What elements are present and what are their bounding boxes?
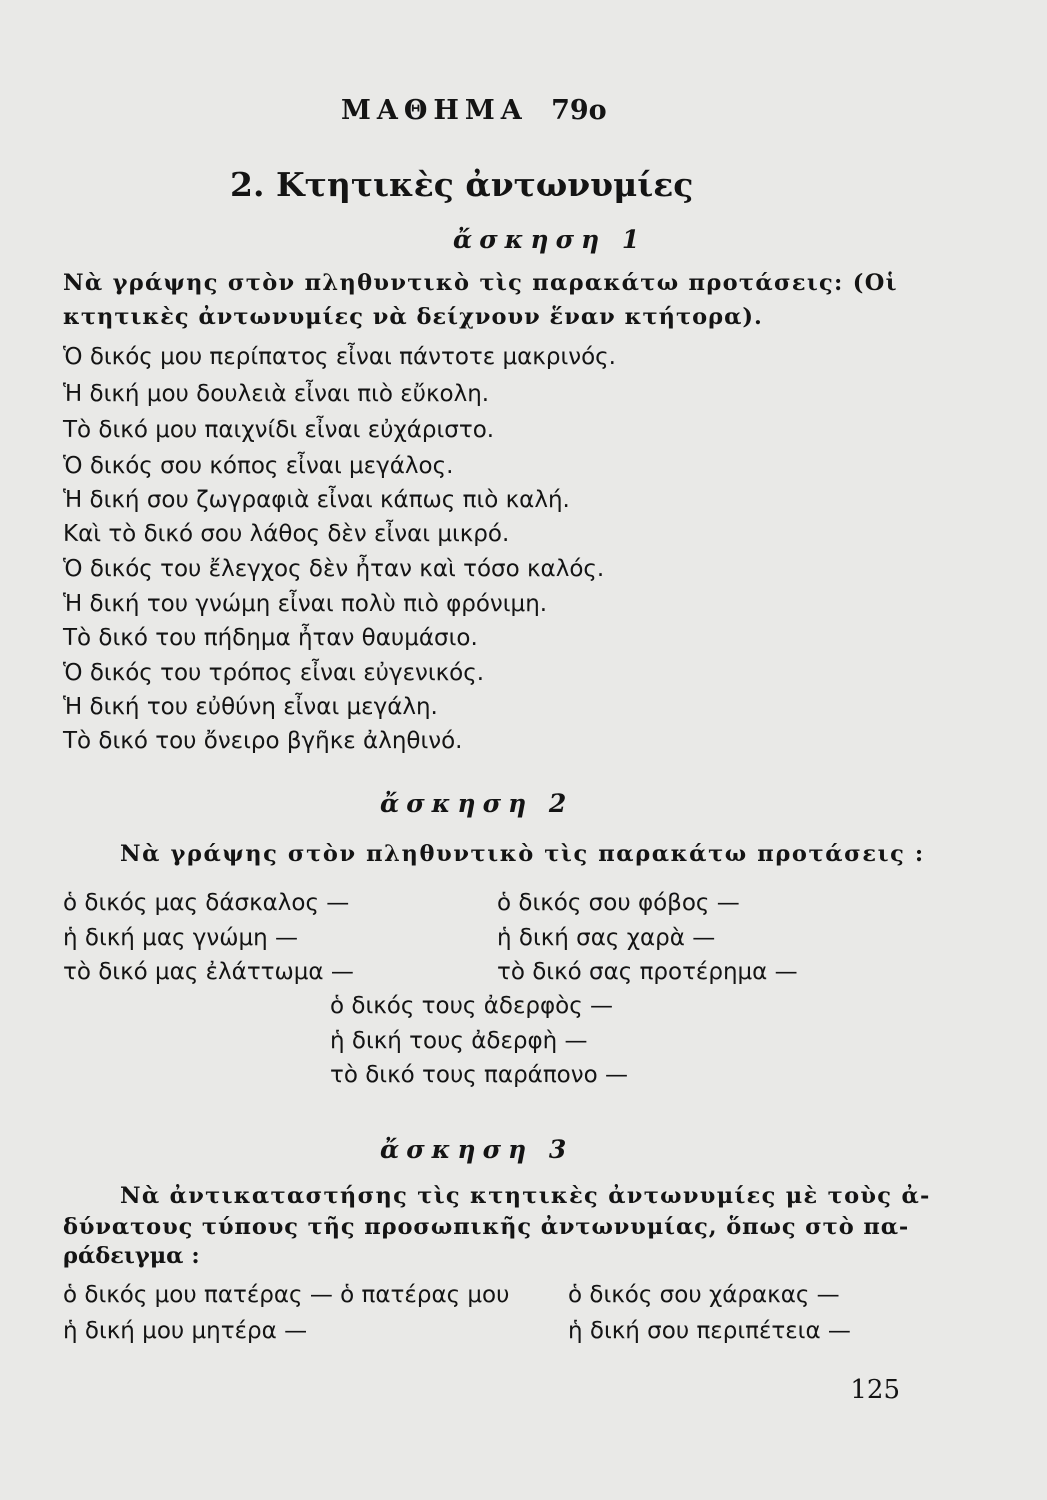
- exercise2-center-item: τὸ δικό τους παράπονο —: [330, 1062, 628, 1088]
- exercise1-sentence: Ὁ δικός του τρόπος εἶναι εὐγενικός.: [63, 660, 485, 686]
- lesson-title: [341, 95, 607, 126]
- exercise2-instruction: Νὰ γράψης στὸν πληθυντικὸ τὶς παρακάτω προτάσεις :: [120, 841, 925, 867]
- exercise1-sentence: Τὸ δικό μου παιχνίδι εἶναι εὐχάριστο.: [63, 417, 495, 443]
- exercise2-left-item: ἡ δική μας γνώμη —: [63, 925, 299, 951]
- page-number: 125: [850, 1375, 900, 1405]
- exercise2-right-item: τὸ δικό σας προτέρημα —: [497, 959, 798, 985]
- exercise2-left-item: ὁ δικός μας δάσκαλος —: [63, 890, 350, 916]
- exercise2-left-item: τὸ δικό μας ἐλάττωμα —: [63, 959, 354, 985]
- exercise3-instruction-line2: δύνατους τύπους τῆς προσωπικῆς ἀντωνυμίας, ὅπως στὸ πα-: [63, 1214, 910, 1240]
- lesson-number: 79ο: [551, 95, 607, 126]
- exercise1-sentence: Ἡ δική μου δουλειὰ εἶναι πιὸ εὔκολη.: [63, 381, 490, 407]
- exercise3-left-item: ὁ δικός μου πατέρας — ὁ πατέρας μου: [63, 1282, 510, 1308]
- exercise2-center-item: ἡ δική τους ἀδερφὴ —: [330, 1028, 588, 1054]
- exercise3-title: ἄσκηση 3: [380, 1135, 574, 1164]
- exercise2-center-item: ὁ δικός τους ἀδερφὸς —: [330, 993, 614, 1019]
- exercise2-right-item: ἡ δική σας χαρὰ —: [497, 925, 716, 951]
- exercise1-sentence: Ἡ δική του γνώμη εἶναι πολὺ πιὸ φρόνιμη.: [63, 591, 548, 617]
- section-title: 2. Κτητικὲς ἀντωνυμίες: [230, 165, 694, 204]
- exercise1-sentence: Ὁ δικός σου κόπος εἶναι μεγάλος.: [63, 453, 454, 479]
- exercise1-title: ἄσκηση 1: [453, 225, 647, 254]
- exercise1-sentence: Τὸ δικό του πήδημα ἦταν θαυμάσιο.: [63, 625, 478, 651]
- exercise1-sentence: Ὁ δικός μου περίπατος εἶναι πάντοτε μακρινός.: [63, 344, 616, 370]
- exercise2-title: ἄσκηση 2: [380, 789, 574, 818]
- exercise1-sentence: Καὶ τὸ δικό σου λάθος δὲν εἶναι μικρό.: [63, 521, 510, 547]
- exercise3-right-item: ὁ δικός σου χάρακας —: [568, 1282, 840, 1308]
- exercise1-sentence: Τὸ δικό του ὄνειρο βγῆκε ἀληθινό.: [63, 728, 463, 754]
- exercise3-left-item: ἡ δική μου μητέρα —: [63, 1318, 308, 1344]
- exercise1-sentence: Ἡ δική σου ζωγραφιὰ εἶναι κάπως πιὸ καλή.: [63, 487, 570, 513]
- exercise1-instruction-line2: κτητικὲς ἀντωνυμίες νὰ δείχνουν ἕναν κτήτορα).: [63, 304, 763, 330]
- exercise1-sentence: Ἡ δική του εὐθύνη εἶναι μεγάλη.: [63, 694, 438, 720]
- exercise2-right-item: ὁ δικός σου φόβος —: [497, 890, 740, 916]
- exercise3-right-item: ἡ δική σου περιπέτεια —: [568, 1318, 851, 1344]
- exercise3-instruction-line3: ράδειγμα :: [63, 1243, 200, 1269]
- exercise3-instruction-line1: Νὰ ἀντικαταστήσης τὶς κτητικὲς ἀντωνυμίες μὲ τοὺς ἀ-: [120, 1183, 931, 1209]
- exercise1-sentence: Ὁ δικός του ἔλεγχος δὲν ἦταν καὶ τόσο καλός.: [63, 556, 605, 582]
- lesson-label: ΜΑΘΗΜΑ: [341, 95, 528, 126]
- exercise1-instruction-line1: Νὰ γράψης στὸν πληθυντικὸ τὶς παρακάτω προτάσεις: (Οἱ: [63, 270, 898, 296]
